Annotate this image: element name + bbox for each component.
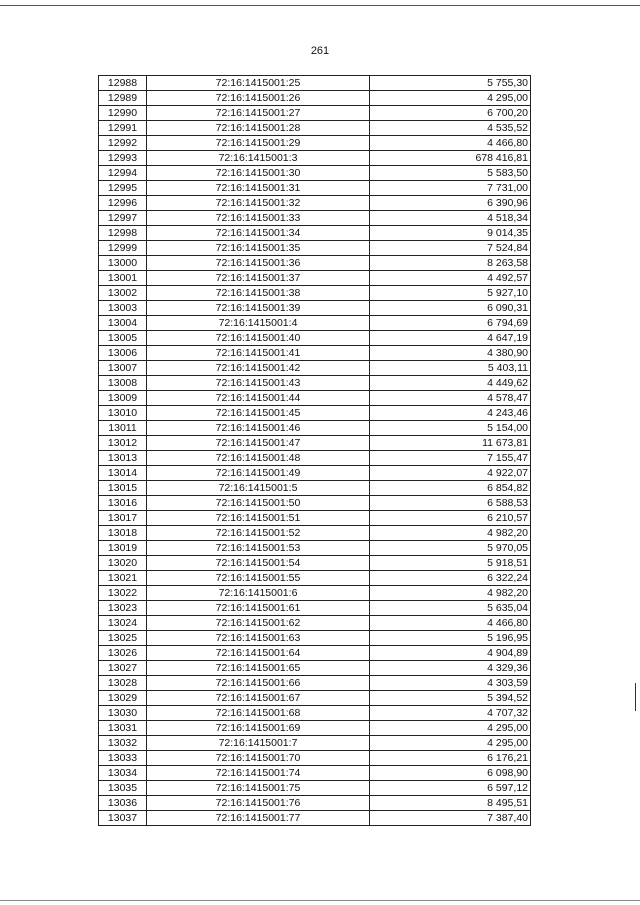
- table-row: [99, 421, 531, 436]
- table-row: [99, 601, 531, 616]
- value-cell: 4 449,62: [370, 376, 531, 391]
- table-row: [99, 331, 531, 346]
- value-cell: 4 243,46: [370, 406, 531, 421]
- value-cell: 4 303,59: [370, 676, 531, 691]
- cadastral-number-cell: 72:16:1415001:50: [147, 496, 370, 511]
- cadastral-number-cell: 72:16:1415001:77: [147, 811, 370, 826]
- value-cell: 4 295,00: [370, 736, 531, 751]
- cadastral-number-cell: 72:16:1415001:41: [147, 346, 370, 361]
- value-cell: 4 329,36: [370, 661, 531, 676]
- cadastral-number-cell: 72:16:1415001:37: [147, 271, 370, 286]
- table-row: [99, 271, 531, 286]
- row-number-cell: 13025: [99, 631, 147, 646]
- value-cell: 4 707,32: [370, 706, 531, 721]
- row-number-cell: 13022: [99, 586, 147, 601]
- table-row: [99, 301, 531, 316]
- table-row: [99, 526, 531, 541]
- table-row: [99, 496, 531, 511]
- row-number-cell: 13006: [99, 346, 147, 361]
- table-row: [99, 571, 531, 586]
- row-number-cell: 13001: [99, 271, 147, 286]
- value-cell: 8 263,58: [370, 256, 531, 271]
- cadastral-number-cell: 72:16:1415001:53: [147, 541, 370, 556]
- cadastral-number-cell: 72:16:1415001:33: [147, 211, 370, 226]
- row-number-cell: 12994: [99, 166, 147, 181]
- cadastral-number-cell: 72:16:1415001:26: [147, 91, 370, 106]
- table-row: [99, 346, 531, 361]
- row-number-cell: 13016: [99, 496, 147, 511]
- table-row: [99, 631, 531, 646]
- value-cell: 6 210,57: [370, 511, 531, 526]
- cadastral-number-cell: 72:16:1415001:54: [147, 556, 370, 571]
- page-number: 261: [310, 45, 330, 57]
- value-cell: 4 380,90: [370, 346, 531, 361]
- row-number-cell: 13035: [99, 781, 147, 796]
- row-number-cell: 12996: [99, 196, 147, 211]
- row-number-cell: 13011: [99, 421, 147, 436]
- cadastral-number-cell: 72:16:1415001:75: [147, 781, 370, 796]
- value-cell: 8 495,51: [370, 796, 531, 811]
- value-cell: 6 597,12: [370, 781, 531, 796]
- cadastral-number-cell: 72:16:1415001:65: [147, 661, 370, 676]
- cadastral-number-cell: 72:16:1415001:39: [147, 301, 370, 316]
- row-number-cell: 13030: [99, 706, 147, 721]
- value-cell: 9 014,35: [370, 226, 531, 241]
- table-row: [99, 151, 531, 166]
- table-row: [99, 196, 531, 211]
- table-row: [99, 646, 531, 661]
- value-cell: 6 390,96: [370, 196, 531, 211]
- value-cell: 5 755,30: [370, 76, 531, 91]
- table-row: [99, 556, 531, 571]
- table-row: [99, 796, 531, 811]
- value-cell: 4 578,47: [370, 391, 531, 406]
- row-number-cell: 13032: [99, 736, 147, 751]
- row-number-cell: 12999: [99, 241, 147, 256]
- table-row: [99, 586, 531, 601]
- row-number-cell: 13018: [99, 526, 147, 541]
- value-cell: 5 970,05: [370, 541, 531, 556]
- row-number-cell: 13023: [99, 601, 147, 616]
- value-cell: 5 196,95: [370, 631, 531, 646]
- value-cell: 4 982,20: [370, 526, 531, 541]
- cadastral-number-cell: 72:16:1415001:38: [147, 286, 370, 301]
- row-number-cell: 13004: [99, 316, 147, 331]
- row-number-cell: 12993: [99, 151, 147, 166]
- cadastral-number-cell: 72:16:1415001:76: [147, 796, 370, 811]
- row-number-cell: 13014: [99, 466, 147, 481]
- cadastral-number-cell: 72:16:1415001:44: [147, 391, 370, 406]
- value-cell: 678 416,81: [370, 151, 531, 166]
- table-row: [99, 736, 531, 751]
- table-row: [99, 436, 531, 451]
- table-row: [99, 751, 531, 766]
- row-number-cell: 13002: [99, 286, 147, 301]
- table-row: [99, 781, 531, 796]
- value-cell: 6 794,69: [370, 316, 531, 331]
- row-number-cell: 13024: [99, 616, 147, 631]
- value-cell: 6 322,24: [370, 571, 531, 586]
- table-row: [99, 241, 531, 256]
- table-row: [99, 136, 531, 151]
- value-cell: 4 982,20: [370, 586, 531, 601]
- row-number-cell: 13029: [99, 691, 147, 706]
- table-row: [99, 811, 531, 826]
- table-row: [99, 721, 531, 736]
- cadastral-table: [98, 75, 531, 826]
- cadastral-number-cell: 72:16:1415001:29: [147, 136, 370, 151]
- cadastral-number-cell: 72:16:1415001:46: [147, 421, 370, 436]
- cadastral-number-cell: 72:16:1415001:49: [147, 466, 370, 481]
- table-row: [99, 766, 531, 781]
- table-row: [99, 91, 531, 106]
- table-row: [99, 676, 531, 691]
- row-number-cell: 12988: [99, 76, 147, 91]
- value-cell: 5 403,11: [370, 361, 531, 376]
- row-number-cell: 13027: [99, 661, 147, 676]
- cadastral-number-cell: 72:16:1415001:42: [147, 361, 370, 376]
- value-cell: 5 635,04: [370, 601, 531, 616]
- table-row: [99, 316, 531, 331]
- row-number-cell: 13009: [99, 391, 147, 406]
- value-cell: 7 524,84: [370, 241, 531, 256]
- row-number-cell: 13008: [99, 376, 147, 391]
- cadastral-number-cell: 72:16:1415001:70: [147, 751, 370, 766]
- cadastral-number-cell: 72:16:1415001:74: [147, 766, 370, 781]
- table-row: [99, 616, 531, 631]
- row-number-cell: 13031: [99, 721, 147, 736]
- value-cell: 6 854,82: [370, 481, 531, 496]
- row-number-cell: 13020: [99, 556, 147, 571]
- row-number-cell: 13003: [99, 301, 147, 316]
- value-cell: 6 090,31: [370, 301, 531, 316]
- cadastral-number-cell: 72:16:1415001:67: [147, 691, 370, 706]
- cadastral-number-cell: 72:16:1415001:47: [147, 436, 370, 451]
- cadastral-number-cell: 72:16:1415001:34: [147, 226, 370, 241]
- cadastral-number-cell: 72:16:1415001:63: [147, 631, 370, 646]
- cadastral-number-cell: 72:16:1415001:7: [147, 736, 370, 751]
- row-number-cell: 13000: [99, 256, 147, 271]
- cadastral-number-cell: 72:16:1415001:61: [147, 601, 370, 616]
- value-cell: 4 466,80: [370, 136, 531, 151]
- table-row: [99, 121, 531, 136]
- cadastral-number-cell: 72:16:1415001:30: [147, 166, 370, 181]
- value-cell: 4 647,19: [370, 331, 531, 346]
- cadastral-number-cell: 72:16:1415001:66: [147, 676, 370, 691]
- value-cell: 5 583,50: [370, 166, 531, 181]
- value-cell: 4 535,52: [370, 121, 531, 136]
- cadastral-number-cell: 72:16:1415001:62: [147, 616, 370, 631]
- top-rule: [0, 5, 640, 6]
- value-cell: 6 098,90: [370, 766, 531, 781]
- value-cell: 5 154,00: [370, 421, 531, 436]
- cadastral-number-cell: 72:16:1415001:5: [147, 481, 370, 496]
- value-cell: 7 387,40: [370, 811, 531, 826]
- table-row: [99, 361, 531, 376]
- row-number-cell: 13036: [99, 796, 147, 811]
- value-cell: 5 394,52: [370, 691, 531, 706]
- cadastral-number-cell: 72:16:1415001:45: [147, 406, 370, 421]
- value-cell: 5 927,10: [370, 286, 531, 301]
- table-row: [99, 451, 531, 466]
- value-cell: 4 295,00: [370, 721, 531, 736]
- value-cell: 6 588,53: [370, 496, 531, 511]
- table-row: [99, 256, 531, 271]
- cadastral-number-cell: 72:16:1415001:43: [147, 376, 370, 391]
- cadastral-number-cell: 72:16:1415001:27: [147, 106, 370, 121]
- row-number-cell: 13015: [99, 481, 147, 496]
- table-row: [99, 481, 531, 496]
- value-cell: 7 155,47: [370, 451, 531, 466]
- row-number-cell: 13021: [99, 571, 147, 586]
- table-row: [99, 181, 531, 196]
- cadastral-number-cell: 72:16:1415001:40: [147, 331, 370, 346]
- row-number-cell: 13013: [99, 451, 147, 466]
- value-cell: 4 466,80: [370, 616, 531, 631]
- table-row: [99, 166, 531, 181]
- row-number-cell: 13005: [99, 331, 147, 346]
- row-number-cell: 12991: [99, 121, 147, 136]
- table-row: [99, 541, 531, 556]
- bottom-rule: [0, 900, 640, 901]
- value-cell: 6 700,20: [370, 106, 531, 121]
- row-number-cell: 13017: [99, 511, 147, 526]
- row-number-cell: 12995: [99, 181, 147, 196]
- cadastral-number-cell: 72:16:1415001:68: [147, 706, 370, 721]
- value-cell: 6 176,21: [370, 751, 531, 766]
- cadastral-number-cell: 72:16:1415001:36: [147, 256, 370, 271]
- value-cell: 7 731,00: [370, 181, 531, 196]
- cadastral-number-cell: 72:16:1415001:52: [147, 526, 370, 541]
- table-row: [99, 226, 531, 241]
- row-number-cell: 13007: [99, 361, 147, 376]
- row-number-cell: 13034: [99, 766, 147, 781]
- table-row: [99, 106, 531, 121]
- row-number-cell: 13012: [99, 436, 147, 451]
- row-number-cell: 13033: [99, 751, 147, 766]
- table-row: [99, 661, 531, 676]
- table-row: [99, 391, 531, 406]
- cadastral-number-cell: 72:16:1415001:51: [147, 511, 370, 526]
- row-number-cell: 12990: [99, 106, 147, 121]
- row-number-cell: 12992: [99, 136, 147, 151]
- value-cell: 4 904,89: [370, 646, 531, 661]
- value-cell: 11 673,81: [370, 436, 531, 451]
- row-number-cell: 13028: [99, 676, 147, 691]
- table-row: [99, 286, 531, 301]
- table-row: [99, 406, 531, 421]
- row-number-cell: 13026: [99, 646, 147, 661]
- value-cell: 5 918,51: [370, 556, 531, 571]
- row-number-cell: 12989: [99, 91, 147, 106]
- cadastral-number-cell: 72:16:1415001:48: [147, 451, 370, 466]
- table-row: [99, 691, 531, 706]
- row-number-cell: 12998: [99, 226, 147, 241]
- table-row: [99, 76, 531, 91]
- row-number-cell: 13010: [99, 406, 147, 421]
- cadastral-number-cell: 72:16:1415001:4: [147, 316, 370, 331]
- value-cell: 4 492,57: [370, 271, 531, 286]
- cadastral-number-cell: 72:16:1415001:6: [147, 586, 370, 601]
- cadastral-number-cell: 72:16:1415001:69: [147, 721, 370, 736]
- margin-mark: [635, 683, 636, 711]
- row-number-cell: 12997: [99, 211, 147, 226]
- cadastral-number-cell: 72:16:1415001:25: [147, 76, 370, 91]
- cadastral-number-cell: 72:16:1415001:28: [147, 121, 370, 136]
- table-row: [99, 376, 531, 391]
- cadastral-number-cell: 72:16:1415001:35: [147, 241, 370, 256]
- table-row: [99, 466, 531, 481]
- value-cell: 4 295,00: [370, 91, 531, 106]
- row-number-cell: 13037: [99, 811, 147, 826]
- row-number-cell: 13019: [99, 541, 147, 556]
- table-row: [99, 511, 531, 526]
- cadastral-number-cell: 72:16:1415001:32: [147, 196, 370, 211]
- value-cell: 4 518,34: [370, 211, 531, 226]
- table-body: [99, 76, 531, 826]
- cadastral-number-cell: 72:16:1415001:64: [147, 646, 370, 661]
- cadastral-number-cell: 72:16:1415001:3: [147, 151, 370, 166]
- table-row: [99, 211, 531, 226]
- table-row: [99, 706, 531, 721]
- value-cell: 4 922,07: [370, 466, 531, 481]
- cadastral-number-cell: 72:16:1415001:55: [147, 571, 370, 586]
- cadastral-number-cell: 72:16:1415001:31: [147, 181, 370, 196]
